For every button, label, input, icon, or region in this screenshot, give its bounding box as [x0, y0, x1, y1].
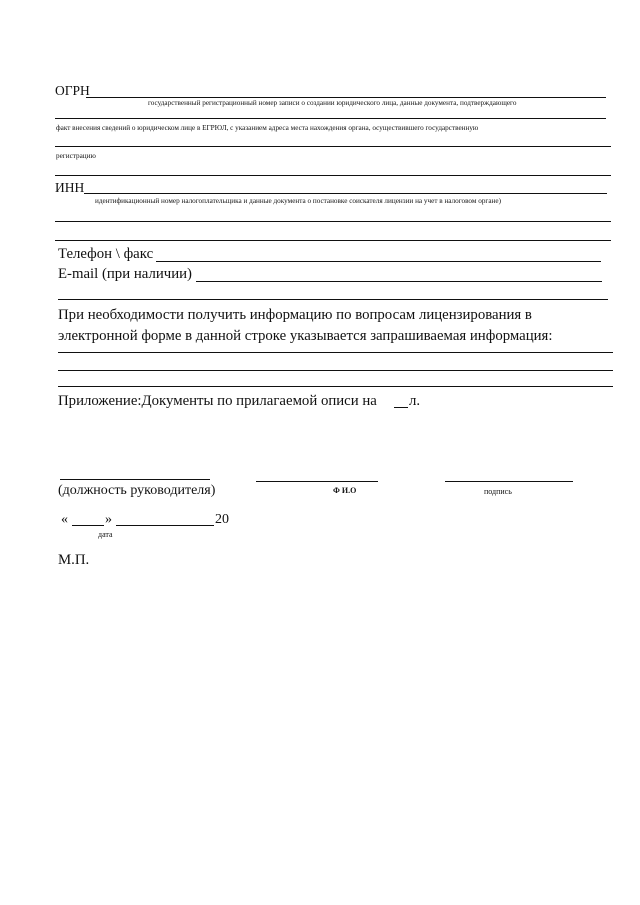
contacts-line-extra[interactable]	[58, 299, 608, 300]
ogrn-caption-1: государственный регистрационный номер записи о создании юридического лица, данные документа, подтверждающего	[148, 99, 517, 107]
date-label: дата	[98, 530, 113, 539]
info-request-line-2: электронной форме в данной строке указывается запрашиваемая информация:	[58, 328, 553, 344]
attachment-suffix: л.	[409, 393, 421, 409]
phone-fax-label: Телефон \ факс	[58, 246, 154, 262]
info-request-input-line-2[interactable]	[58, 370, 613, 371]
date-year-prefix: 20	[215, 512, 229, 527]
date-day-input-line[interactable]	[72, 525, 104, 526]
ogrn-line-2[interactable]	[55, 118, 606, 119]
ogrn-input-line[interactable]	[86, 97, 606, 98]
inn-input-line[interactable]	[84, 193, 607, 194]
ogrn-line-3[interactable]	[55, 146, 611, 147]
sign-label: подпись	[484, 487, 512, 496]
fio-input-line[interactable]	[256, 481, 378, 482]
info-request-input-line-1[interactable]	[58, 352, 613, 353]
sign-input-line[interactable]	[445, 481, 573, 482]
info-request-input-line-3[interactable]	[58, 386, 613, 387]
info-request-line-1: При необходимости получить информацию по вопросам лицензирования в	[58, 307, 532, 323]
date-month-input-line[interactable]	[116, 525, 214, 526]
inn-label: ИНН	[55, 180, 85, 195]
fio-label: Ф И.О	[333, 486, 357, 495]
phone-fax-input-line[interactable]	[156, 261, 601, 262]
inn-line-3[interactable]	[55, 240, 611, 241]
stamp-label: М.П.	[58, 552, 90, 568]
ogrn-label: ОГРН	[55, 83, 90, 98]
ogrn-caption-2: факт внесения сведений о юридическом лице в ЕГРЮЛ, с указанием адреса места нахождения органа, осуществившего государственную	[56, 124, 479, 132]
position-label: (должность руководителя)	[58, 483, 216, 498]
ogrn-caption-3: регистрацию	[56, 152, 96, 160]
inn-caption: идентификационный номер налогоплательщика и данные документа о постановке соискателя лицензии на учет в налоговом органе)	[95, 197, 501, 205]
email-input-line[interactable]	[196, 281, 602, 282]
date-open-quote: «	[61, 512, 68, 527]
inn-line-2[interactable]	[55, 221, 611, 222]
date-close-quote: »	[105, 512, 112, 527]
attachment-text: Приложение:Документы по прилагаемой описи на	[58, 393, 377, 409]
ogrn-line-4[interactable]	[55, 175, 611, 176]
position-input-line[interactable]	[60, 479, 210, 480]
attachment-pages-input-line[interactable]	[394, 407, 408, 408]
email-label: E-mail (при наличии)	[58, 266, 192, 282]
